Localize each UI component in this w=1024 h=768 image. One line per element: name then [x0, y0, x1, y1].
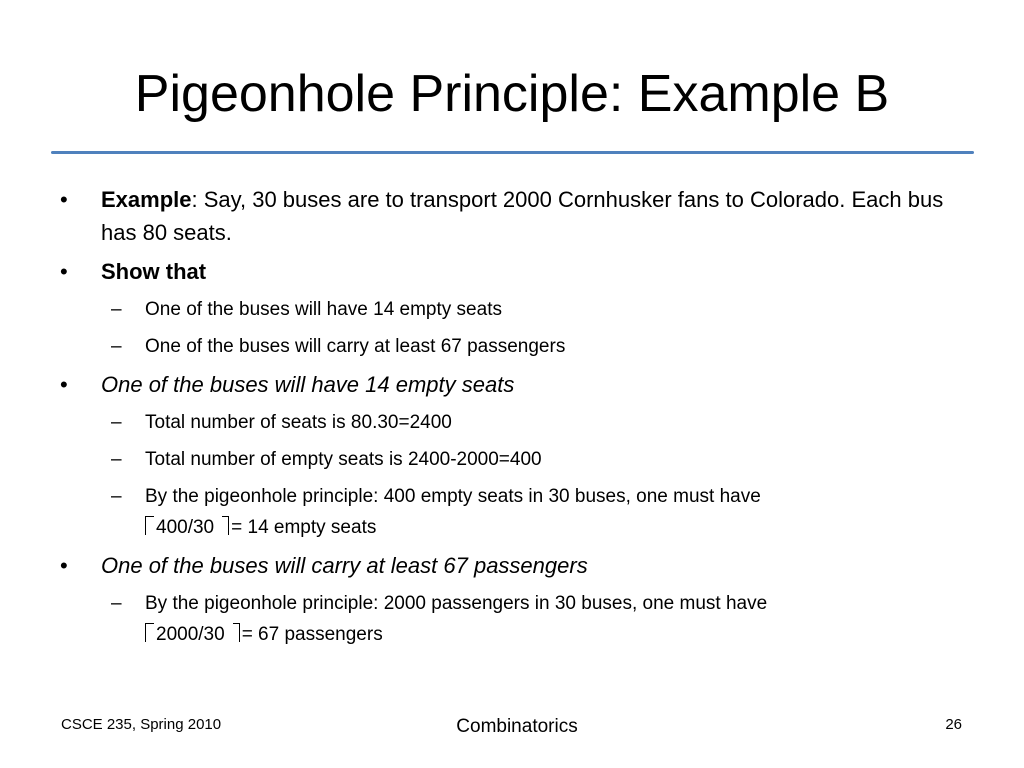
footer-topic: Combinatorics	[456, 716, 578, 737]
title-divider	[51, 151, 974, 154]
sub-item-text: One of the buses will carry at least 67 passengers	[145, 336, 566, 357]
ceiling-right-bracket	[233, 623, 240, 642]
dash-marker: –	[111, 593, 122, 614]
ceiling-expression: 400/30	[156, 517, 215, 538]
bullet-marker: •	[60, 553, 68, 578]
sub-item-text: One of the buses will have 14 empty seats	[145, 299, 502, 320]
bullet-item-empty-seats	[60, 368, 980, 401]
sub-item-text: Total number of empty seats is 2400-2000=400	[145, 449, 542, 470]
example-label: Example	[101, 187, 192, 212]
ceiling-result: = 14 empty seats	[231, 517, 377, 538]
show-that-label: Show that	[101, 259, 207, 284]
ceiling-right-bracket	[222, 516, 229, 535]
sub-item	[111, 588, 980, 650]
bullet-item-example	[60, 183, 980, 249]
bullet-item-passengers	[60, 549, 980, 582]
dash-marker: –	[111, 412, 122, 433]
bullet-marker: •	[60, 372, 68, 397]
sub-item	[111, 407, 980, 438]
sub-item	[111, 444, 980, 475]
dash-marker: –	[111, 449, 122, 470]
bullet-marker: •	[60, 187, 68, 212]
bullet-marker: •	[60, 259, 68, 284]
slide-title: Pigeonhole Principle: Example B	[134, 65, 890, 123]
ceiling-expression: 2000/30	[156, 624, 225, 645]
sub-item-text: By the pigeonhole principle: 400 empty seats in 30 buses, one must have	[145, 486, 761, 507]
ceiling-left-bracket	[145, 516, 154, 535]
dash-marker: –	[111, 299, 122, 320]
passengers-heading: One of the buses will carry at least 67 passengers	[101, 553, 588, 578]
dash-marker: –	[111, 336, 122, 357]
footer-course: CSCE 235, Spring 2010	[61, 716, 222, 733]
dash-marker: –	[111, 486, 122, 507]
ceiling-left-bracket	[145, 623, 154, 642]
example-text: : Say, 30 buses are to transport 2000 Cornhusker fans to Colorado. Each bus has 80 seats.	[101, 187, 944, 245]
slide-body	[60, 183, 980, 656]
ceiling-result: = 67 passengers	[241, 624, 383, 645]
empty-seats-heading: One of the buses will have 14 empty seats	[101, 372, 515, 397]
bullet-item-show-that	[60, 255, 980, 288]
slide-number: 26	[945, 716, 962, 733]
sub-item	[111, 331, 980, 362]
sub-item	[111, 481, 980, 543]
sub-item	[111, 294, 980, 325]
sub-item-text: Total number of seats is 80.30=2400	[145, 412, 452, 433]
sub-item-text: By the pigeonhole principle: 2000 passengers in 30 buses, one must have	[145, 593, 768, 614]
